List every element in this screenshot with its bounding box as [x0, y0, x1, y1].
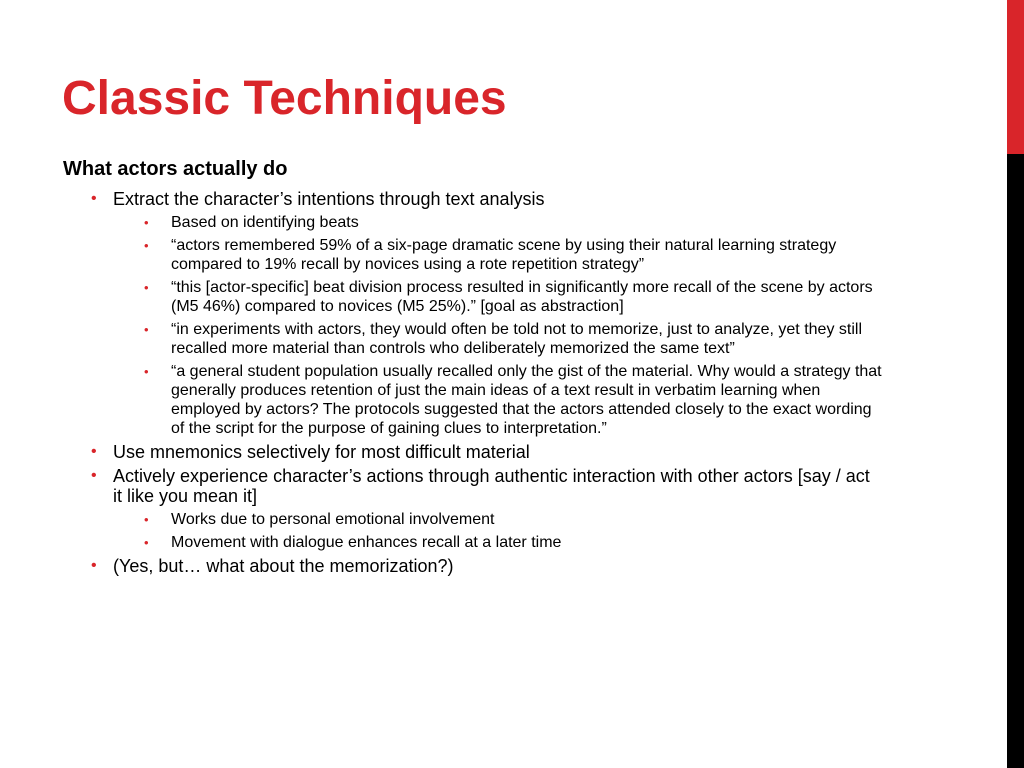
sub-bullet-item	[144, 320, 883, 358]
sub-bullet-item	[144, 533, 883, 552]
bullet-list	[0, 189, 1000, 576]
sub-bullet-text: “in experiments with actors, they would often be told not to memorize, just to analyze, yet they still recalled more material than controls who deliberately memorized the same text”	[171, 321, 862, 357]
bullet-dot-icon: •	[144, 238, 149, 253]
slide-subtitle: What actors actually do	[63, 158, 288, 180]
slide-title: Classic Techniques	[62, 72, 507, 125]
bullet-dot-icon: •	[144, 280, 149, 295]
accent-bar-black	[1007, 154, 1024, 768]
bullet-dot-icon: •	[91, 557, 97, 574]
bullet-dot-icon: •	[144, 364, 149, 379]
bullet-item	[0, 556, 873, 576]
bullet-text: Extract the character’s intentions through text analysis	[113, 189, 545, 209]
bullet-content	[0, 189, 1000, 580]
bullet-text: (Yes, but… what about the memorization?)	[113, 556, 454, 576]
bullet-dot-icon: •	[91, 190, 97, 207]
bullet-item	[0, 189, 882, 438]
sub-bullet-item	[144, 362, 883, 438]
bullet-dot-icon: •	[144, 322, 149, 337]
sub-bullet-item	[144, 278, 883, 316]
sub-bullet-text: “this [actor-specific] beat division process resulted in significantly more recall of the scene by actors (M5 46%) compared to novices (M5 25%).” [goal as abstraction]	[171, 279, 873, 315]
sub-bullet-item	[144, 213, 883, 232]
sub-bullet-text: Works due to personal emotional involvement	[171, 511, 495, 528]
bullet-text: Actively experience character’s actions through authentic interaction with other actors [say / act it like you mean it]	[113, 466, 870, 506]
bullet-item	[0, 442, 873, 462]
sub-bullet-list	[113, 510, 873, 552]
bullet-dot-icon: •	[144, 535, 149, 550]
sub-bullet-list	[113, 213, 882, 438]
bullet-item	[0, 466, 873, 552]
bullet-dot-icon: •	[144, 512, 149, 527]
sub-bullet-item	[144, 510, 883, 529]
accent-bar-red	[1007, 0, 1024, 154]
sub-bullet-text: “a general student population usually recalled only the gist of the material. Why would a strategy that generally produces retention of just the main ideas of a text result in verbatim learning when employed by actors? The protocols suggested that the actors attended closely to the exact wording of the script for the purpose of gaining clues to interpretation.”	[171, 363, 882, 437]
bullet-dot-icon: •	[144, 215, 149, 230]
sub-bullet-text: “actors remembered 59% of a six-page dramatic scene by using their natural learning strategy compared to 19% recall by novices using a rote repetition strategy”	[171, 237, 837, 273]
bullet-dot-icon: •	[91, 443, 97, 460]
sub-bullet-item	[144, 236, 883, 274]
bullet-dot-icon: •	[91, 467, 97, 484]
sub-bullet-text: Movement with dialogue enhances recall at a later time	[171, 534, 562, 551]
sub-bullet-text: Based on identifying beats	[171, 214, 359, 231]
bullet-text: Use mnemonics selectively for most difficult material	[113, 442, 530, 462]
